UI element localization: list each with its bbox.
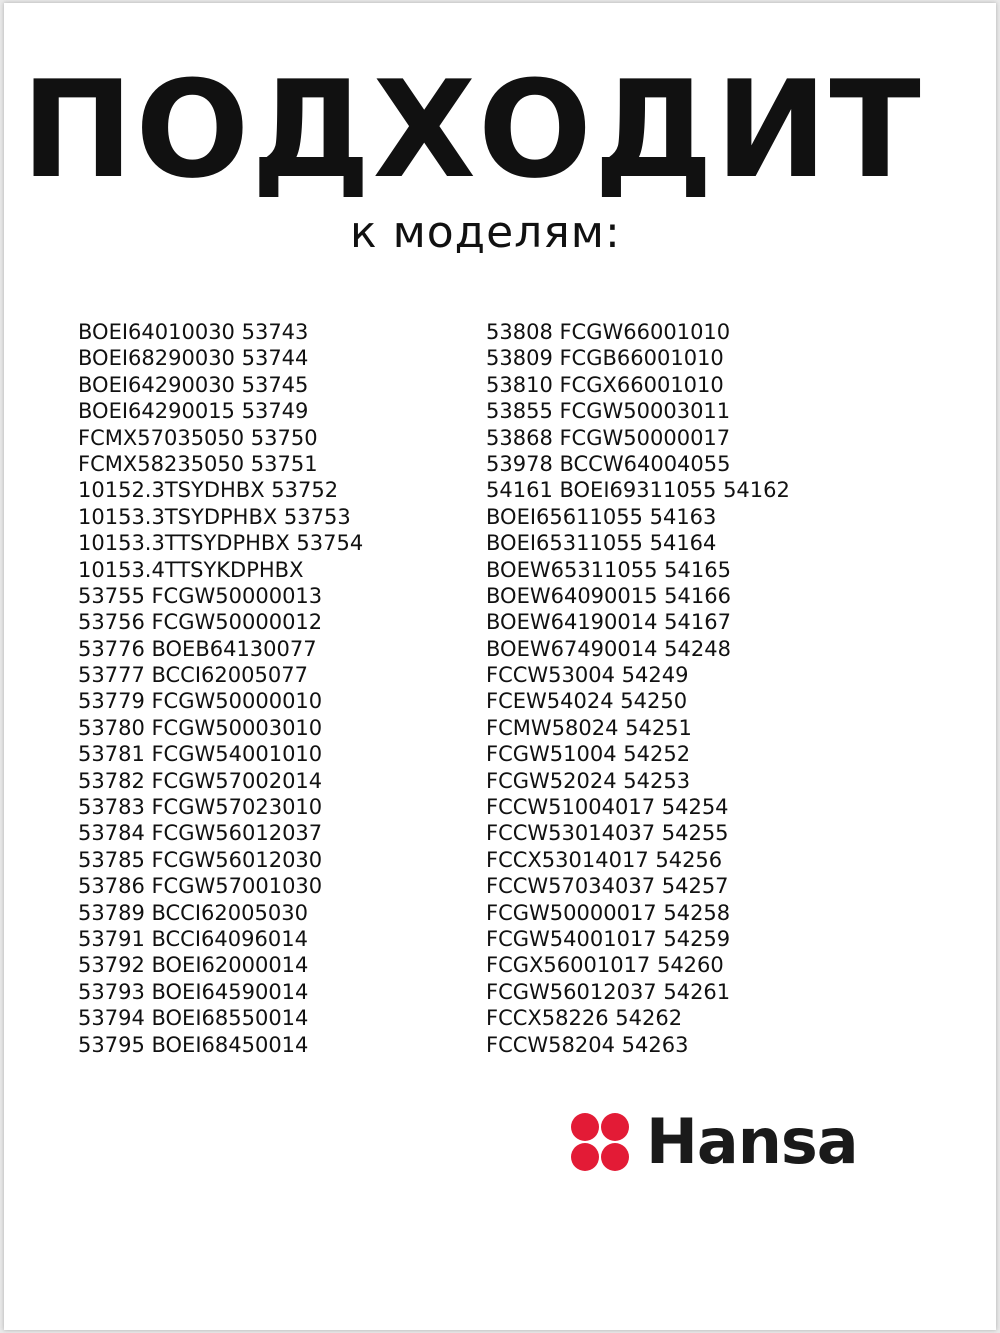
model-item: BOEI68290030 53744	[78, 346, 309, 371]
model-item: 53808 FCGW66001010	[486, 320, 731, 344]
model-item: 53776 BOEB64130077	[78, 636, 317, 661]
model-item: FCGX56001017 54260	[486, 953, 724, 978]
model-item: 53792 BOEI62000014	[78, 953, 309, 978]
model-item: 53777 BCCI62005077	[78, 663, 308, 688]
model-item: 54161 BOEI69311055 54162	[486, 478, 790, 503]
models-list-left	[78, 319, 363, 1058]
model-item: BOEW64090015 54166	[486, 583, 731, 608]
model-item: FCCW51004017 54254	[486, 795, 729, 820]
model-item: FCGW56012037 54261	[486, 979, 731, 1004]
model-item: FCGW54001017 54259	[486, 926, 731, 951]
model-item: 10152.3TSYDHBX 53752	[78, 478, 339, 503]
model-item: FCCX58226 54262	[486, 1006, 683, 1031]
logo-dot	[601, 1113, 629, 1141]
model-item: 53795 BOEI68450014	[78, 1032, 309, 1057]
logo-dot	[571, 1113, 599, 1141]
model-item: BOEI64290030 53745	[78, 372, 309, 397]
brand-name: Hansa	[646, 1105, 858, 1178]
model-item: FCGW51004 54252	[486, 742, 691, 767]
models-list-right	[486, 319, 790, 1058]
model-item: 53810 FCGX66001010	[486, 372, 724, 397]
model-item: BOEW67490014 54248	[486, 636, 731, 661]
model-item: FCCW53014037 54255	[486, 821, 729, 846]
model-item: 53868 FCGW50000017	[486, 425, 731, 450]
logo-dot	[571, 1143, 599, 1171]
model-item: 53783 FCGW57023010	[78, 795, 323, 820]
model-item: 53781 FCGW54001010	[78, 742, 323, 767]
model-item: 53786 FCGW57001030	[78, 874, 323, 899]
model-item: 53756 FCGW50000012	[78, 610, 323, 635]
model-item: 10153.4TTSYKDPHBX	[78, 557, 304, 582]
product-sheet	[4, 3, 996, 1330]
model-item: FCCW53004 54249	[486, 663, 689, 688]
model-item: 53855 FCGW50003011	[486, 399, 731, 424]
model-item: 53785 FCGW56012030	[78, 847, 323, 872]
model-item: FCMX58235050 53751	[78, 451, 318, 476]
model-item: FCMX57035050 53750	[78, 425, 318, 450]
model-item: FCGW50000017 54258	[486, 900, 731, 925]
model-item: 53780 FCGW50003010	[78, 715, 323, 740]
model-item: BOEW64190014 54167	[486, 610, 731, 635]
model-item: FCEW54024 54250	[486, 689, 688, 714]
model-item: FCMW58024 54251	[486, 715, 692, 740]
model-item: 53793 BOEI64590014	[78, 979, 309, 1004]
brand-logo	[570, 1107, 858, 1177]
page-subtitle: к моделям:	[350, 207, 621, 258]
model-item: 53791 BCCI64096014	[78, 926, 308, 951]
four-dots-logo-icon	[570, 1112, 630, 1172]
model-item: BOEI64010030 53743	[78, 320, 309, 344]
model-item: BOEI65611055 54163	[486, 504, 717, 529]
model-item: BOEI65311055 54164	[486, 531, 717, 556]
logo-dot	[601, 1143, 629, 1171]
model-item: 53782 FCGW57002014	[78, 768, 323, 793]
model-item: 53779 FCGW50000010	[78, 689, 323, 714]
model-item: 53809 FCGB66001010	[486, 346, 724, 371]
model-item: 53755 FCGW50000013	[78, 583, 323, 608]
model-item: BOEI64290015 53749	[78, 399, 309, 424]
model-item: 53784 FCGW56012037	[78, 821, 323, 846]
model-item: FCCW57034037 54257	[486, 874, 729, 899]
model-item: 10153.3TTSYDPHBX 53754	[78, 531, 364, 556]
model-item: FCCW58204 54263	[486, 1032, 689, 1057]
model-item: BOEW65311055 54165	[486, 557, 731, 582]
model-item: FCGW52024 54253	[486, 768, 691, 793]
page-title: ПОДХОДИТ	[21, 52, 923, 208]
model-item: FCCX53014017 54256	[486, 847, 723, 872]
model-item: 10153.3TSYDPHBX 53753	[78, 504, 351, 529]
model-item: 53789 BCCI62005030	[78, 900, 308, 925]
model-item: 53978 BCCW64004055	[486, 451, 731, 476]
model-item: 53794 BOEI68550014	[78, 1006, 309, 1031]
